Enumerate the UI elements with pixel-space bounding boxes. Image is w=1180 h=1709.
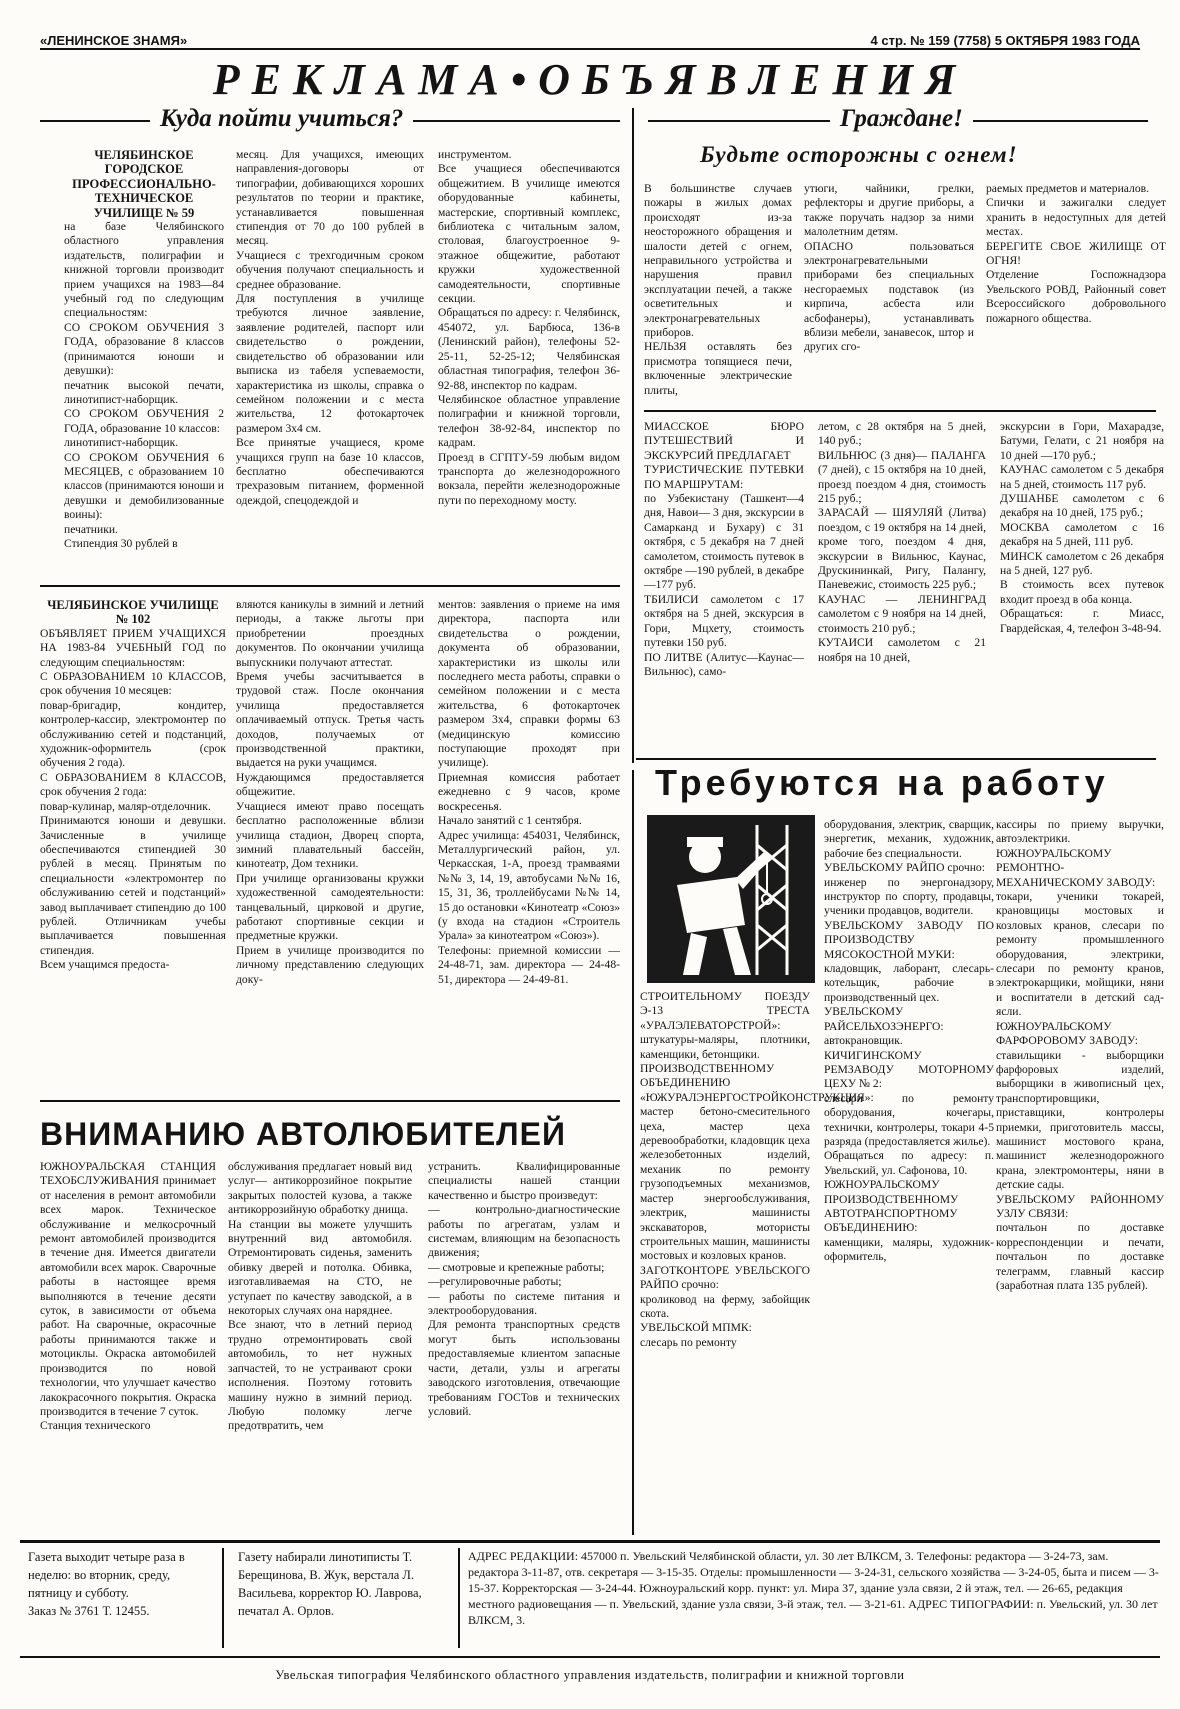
school102-heading: ЧЕЛЯБИНСКОЕ УЧИЛИЩЕ № 102 <box>47 598 219 627</box>
masthead-rule <box>40 48 1140 50</box>
column-divider-top <box>632 108 634 763</box>
imprint-rule <box>20 1656 1160 1658</box>
banner-title: РЕКЛАМА•ОБЪЯВЛЕНИЯ <box>212 55 968 104</box>
school102-column-3: ментов: заявления о приеме на имя директора, паспорта или свидетельства о рождении, документа об образовании, характеристики из школы или последнего места работы, справки о семейном положении и с места жительства, 6 фотокарточек размером 3х4, справки формы 63 (медицинскую комиссию поступающие проходят при училище). Приемная комиссия работает ежедневно с 9 часов, кроме воскресенья. Начало занятий с 1 сентября. Адрес училища: 454031, Челябинск, Металлургический район, ул. Черкасская, 1-А, проезд трамваями №№ 3, 14, 19, автобусами №№ 16, 15, 31, 36, троллейбусами №№ 14, 15 до остановки «Кинотеатр «Союз» (у входа на стадион «Строитель Урала» за кинотеатром «Союз»). Телефоны: приемной комиссии — 24-48-71, зам. директора — 24-48-51, директора — 24-49-81. <box>438 598 620 986</box>
school102-text-1: ОБЪЯВЛЯЕТ ПРИЕМ УЧАЩИХСЯ НА 1983-84 УЧЕБНЫЙ ГОД по следующим специальностям: С ОБРАЗОВАНИЕМ 10 КЛАССОВ, срок обучения 10 месяцев: повар-бригадир, кондитер, контролер-кассир, электромонтер по обслуживанию сетей и подстанций, художник-оформитель (срок обучения 2 года). С ОБРАЗОВАНИЕМ 8 КЛАССОВ, срок обучения 2 года: повар-кулинар, маляр-отделочник. Принимаются юноши и девушки. Зачисленные в училище обеспечиваются стипендией 30 рублей в месяц. Принятым по специальности «электромонтер по обслуживанию сетей и подстанций» завод выплачивает стипендию до 100 рублей. Отличникам учебы выплачивается повышенная стипендия. Всем учащимся предоста- <box>40 626 226 972</box>
school102-column-1 <box>40 598 226 1088</box>
footer-divider-1 <box>222 1548 224 1648</box>
school59-column-3: инструментом. Все учащиеся обеспечиваются общежитием. В училище имеются оборудованные кабинеты, мастерские, спортивный комплекс, библиотека с читальным залом, столовая, благоустроенное 9-этажное общежитие, работают кружки художественной самодеятельности, спортивные секции. Обращаться по адресу: г. Челябинск, 454072, ул. Барбюса, 136-в (Ленинский район), телефоны 52-25-11, 52-25-12; Челябинская областная типография, телефон 36-92-88, инспектор по кадрам. Челябинское областное управление полиграфии и книжной торговли, телефон 38-92-84, инспектор по кадрам. Проезд в СГПТУ-59 любым видом транспорта до железнодорожного вокзала, перейти железнодорожные пути по переходному мосту. <box>438 148 620 507</box>
school59-column-2: месяц. Для учащихся, имеющих направления-договоры от типографии, добивающихся хороших результатов по теории и практике, устанавливается повышенная стипендия от 70 до 100 рублей в месяц. Учащиеся с трехгодичным сроком обучения получают специальность и среднее образование. Для поступления в училище требуются личное заявление, заявление родителей, паспорт или свидетельство о рождении, свидетельство об образовании или выписка из табеля успеваемости, характеристика из школы, справка о семейном положении и с места жительства, 12 фотокарточек размером 3х4 см. Все принятые учащиеся, кроме учащихся групп на базе 10 классов, бесплатно обеспечиваются трехразовым питанием, форменной одеждой, спецодеждой и <box>236 148 424 507</box>
jobs-column-2: оборудования, электрик, сварщик, энергетик, механик, художник, рабочие без специальности. УВЕЛЬСКОМУ РАЙПО срочно: инженер по энергонадзору, инструктор по спорту, продавцы, ученики продавцов, водители. УВЕЛЬСКОМУ ЗАВОДУ ПО ПРОИЗВОДСТВУ МЯСОКОСТНОЙ МУКИ: кладовщик, лаборант, слесарь-котельщик, рабочие в производственный цех. УВЕЛЬСКОМУ РАЙСЕЛЬХОЗЭНЕРГО: автокрановщик. КИЧИГИНСКОМУ РЕМЗАВОДУ МОТОРНОМУ ЦЕХУ № 2: слесари по ремонту оборудования, кочегары, технички, контролеры, токари 4-5 разряда (предоставляется жилье). Обращаться по адресу: п. Увельский, ул. Сафонова, 10. ЮЖНОУРАЛЬСКОМУ ПРОИЗВОДСТВЕННОМУ АВТОТРАНСПОРТНОМУ ОБЪЕДИНЕНИЮ: каменщики, маляры, художник-оформитель, <box>824 818 994 1264</box>
section-rule-jobs <box>636 758 1156 760</box>
fire-subtitle: Будьте осторожны с огнем! <box>700 142 1018 167</box>
motorists-column-1: ЮЖНОУРАЛЬСКАЯ СТАНЦИЯ ТЕХОБСЛУЖИВАНИЯ принимает от населения в ремонт автомобили всех марок. Техническое обслуживание и мелкосрочный ремонт автомобилей производится в течение дня. Имеется двигатели автомобили всех марок. Сварочные работы в настоящее время выполняются в течение десяти суток, в зависимости от объема работ. На сварочные, окрасочные работы принимаются также и мотоциклы. Окраска автомобилей производится по новой технологии, что улучшает качество лакокрасочного покрытия. Окраска производится в течение 7 суток. Станция технического <box>40 1160 216 1433</box>
footer-address: АДРЕС РЕДАКЦИИ: 457000 п. Увельский Челябинской области, ул. 30 лет ВЛКСМ, 3. Телефоны: редактора — 3-24-73, зам. редактора 3-11-87, отв. секретаря — 3-15-35. Отделы: промышленности — 3-24-31, сельского хозяйства — 3-24-05, быта и писем — 3-15-37. Корректорская — 3-24-44. Южноуральский корр. пункт: ул. Мира 37, здание узла связи, 2 й этаж, тел. — 26-65, редакция местного радиовещания — п. Увельский, здание узла связи, 3-й этаж, тел. — 3-21-61. АДРЕС ТИПОГРАФИИ: п. Увельский, ул. 30 лет ВЛКСМ, 3. <box>468 1549 1159 1627</box>
footer-staff: Газету набирали линотиписты Т. Берещинова, В. Жук, верстала Л. Васильева, корректор Ю. Лаврова, печатал А. Орлов. <box>238 1550 422 1618</box>
school59-text-1: на базе Челябинского областного управления издательств, полиграфии и книжной торговли производит прием учащихся на 1983—84 учебный год по следующим специальностям: СО СРОКОМ ОБУЧЕНИЯ 3 ГОДА, образование 8 классов (принимаются юноши и девушки): печатник высокой печати, линотипист-наборщик. СО СРОКОМ ОБУЧЕНИЯ 2 ГОДА, образование 10 классов: линотипист-наборщик. СО СРОКОМ ОБУЧЕНИЯ 6 МЕСЯЦЕВ, с образованием 10 классов (принимаются юноши и девушки и демобилизованные воины): печатники. Стипендия 30 рублей в <box>64 220 224 550</box>
masthead <box>40 26 1140 48</box>
footer-divider-2 <box>458 1548 460 1648</box>
fire-column-3: раемых предметов и материалов. Спички и зажигалки следует хранить в недоступных для детей местах. БЕРЕГИТЕ СВОЕ ЖИЛИЩЕ ОТ ОГНЯ! Отделение Госпожнадзора Увельского РОВД, Районный совет Всероссийского добровольного пожарного общества. <box>986 182 1166 325</box>
travel-column-1: МИАССКОЕ БЮРО ПУТЕШЕСТВИЙ И ЭКСКУРСИЙ ПРЕДЛАГАЕТ ТУРИСТИЧЕСКИЕ ПУТЕВКИ ПО МАРШРУТАМ: по Узбекистану (Ташкент—4 дня, Навои— 3 дня, экскурсии в Самарканд и Бухару) с 31 октября, с 5 декабря на 7 дней самолетом, стоимость путевок в октябре —190 рублей, в декабре —177 руб. ТБИЛИСИ самолетом с 17 октября на 5 дней, экскурсия в Гори, Мцхету, стоимость путевки 150 руб. ПО ЛИТВЕ (Алитус—Каунас—Вильнюс), само- <box>644 420 804 678</box>
motorists-column-2: обслуживания предлагает новый вид услуг— антикоррозийное покрытие закрытых полостей кузова, а также антикоррозийную обработку днища. На станции вы можете улучшить внутренний вид автомобиля. Отремонтировать сиденья, заменить обивку дверей и потолка. Обивка, изготавливаемая на СТО, не уступает по качеству заводской, а в некоторых случаях она наряднее. Все знают, что в летний период трудно отремонтировать свой автомобиль, то нет нужных запчастей, то не устраивают сроки исполнения. Поэтому готовить машину нужно в зимний период. Любую поломку легче предотвратить, чем <box>228 1160 412 1433</box>
newspaper-name: «ЛЕНИНСКОЕ ЗНАМЯ» <box>40 33 188 48</box>
rubric-study: Куда пойти учиться? <box>150 104 413 134</box>
worker-illustration <box>647 815 815 983</box>
section-rule-school102 <box>40 585 620 587</box>
fire-column-2: утюги, чайники, грелки, рефлекторы и другие приборы, а также поручать надзор за ними малолетним детям. ОПАСНО пользоваться электронагревательными приборами без специальных несгораемых подставок (из кирпича, асбеста или асбофанеры), устанавливать вблизи мебели, занавесок, штор и других сго- <box>804 182 974 354</box>
travel-column-2: летом, с 28 октября на 5 дней, 140 руб.; ВИЛЬНЮС (3 дня)— ПАЛАНГА (7 дней), с 15 октября на 10 дней, проезд поездом 4 дня, стоимость 215 руб.; ЗАРАСАЙ — ШЯУЛЯЙ (Литва) поездом, с 19 октября на 14 дней, кроме того, поездом 4 дня, экскурсии в Вильнюс, Каунас, Друскининкай, Ригу, Палангу, Паневежис, стоимость 225 руб.; КАУНАС — ЛЕНИНГРАД самолетом с 9 ноября на 14 дней, стоимость 210 руб.; КУТАИСИ самолетом с 21 ноября на 10 дней, <box>818 420 986 664</box>
motorists-column-3: устранить. Квалифицированные специалисты нашей станции качественно и быстро произведут: — контрольно-диагностические работы по агрегатам, узлам и системам, влияющим на безопасность движения; — смотровые и крепежные работы; —регулировочные работы; — работы по системе питания и электрооборудования. Для ремонта транспортных средств могут быть использованы предоставляемые клиентом запасные части, детали, узлы и агрегаты заводского изготовления, отвечающие требованиям ГОСТов и технических условий. <box>428 1160 620 1418</box>
fire-column-1: В большинстве случаев пожары в жилых домах происходят из-за неосторожного обращения и шалости детей с огнем, неправильного устройства и нарушения правил эксплуатации печей, а также осветительных и электронагревательных приборов. НЕЛЬЗЯ оставлять без присмотра топящиеся печи, включенные электрические плиты, <box>644 182 792 397</box>
jobs-column-1: СТРОИТЕЛЬНОМУ ПОЕЗДУ Э-13 ТРЕСТА «УРАЛЭЛЕВАТОРСТРОЙ»: штукатуры-маляры, плотники, каменщики, бетонщики. ПРОИЗВОДСТВЕННОМУ ОБЪЕДИНЕНИЮ «ЮЖУРАЛЭНЕРГОСТРОЙКОНСТРУКЦИЯ»: мастер бетоно-смесительного цеха, мастер цеха деревообработки, кладовщик цеха железобетонных изделий, механик по ремонту грузоподъемных механизмов, мастер энергообслуживания, электрик, машинисты экскаваторов, мотористы строительных машин, машинисты мостовых и козловых кранов. ЗАГОТКОНТОРЕ УВЕЛЬСКОГО РАЙПО срочно: кроликовод на ферму, забойщик скота. УВЕЛЬСКОЙ МПМК: слесарь по ремонту <box>640 990 874 1349</box>
school59-heading: ЧЕЛЯБИНСКОЕ ГОРОДСКОЕ ПРОФЕССИОНАЛЬНО-ТЕХНИЧЕСКОЕ УЧИЛИЩЕ № 59 <box>72 148 216 220</box>
section-rule-motorists <box>40 1100 620 1102</box>
footer-imprint: Увельская типография Челябинского областного управления издательств, полиграфии и книжной торговли <box>275 1668 905 1682</box>
rubric-citizens: Граждане! <box>830 104 973 134</box>
school59-column-1 <box>64 148 224 568</box>
column-divider-bottom <box>632 770 634 1535</box>
issue-line: 4 стр. № 159 (7758) 5 ОКТЯБРЯ 1983 ГОДА <box>870 33 1140 48</box>
motorists-heading: ВНИМАНИЮ АВТОЛЮБИТЕЛЕЙ <box>40 1116 566 1152</box>
section-rule-travel <box>644 410 1156 412</box>
footer-rule <box>20 1540 1160 1543</box>
travel-column-3: экскурсии в Гори, Махарадзе, Батуми, Гелати, с 21 ноября на 10 дней —170 руб.; КАУНАС самолетом с 5 декабря на 5 дней, стоимость 117 руб. ДУШАНБЕ самолетом с 6 декабря на 10 дней, 175 руб.; МОСКВА самолетом с 16 декабря на 5 дней, 111 руб. МИНСК самолетом с 26 декабря на 5 дней, 127 руб. В стоимость всех путевок входит проезд в оба конца. Обращаться: г. Миасс, Гвардейская, 4, телефон 3-48-94. <box>1000 420 1164 635</box>
footer-schedule: Газета выходит четыре раза в неделю: во вторник, среду, пятницу и субботу. Заказ № 3761 Т. 12455. <box>28 1550 185 1618</box>
jobs-column-3: кассиры по приему выручки, автоэлектрики. ЮЖНОУРАЛЬСКОМУ РЕМОНТНО-МЕХАНИЧЕСКОМУ ЗАВОДУ: токари, ученики токарей, крановщицы мостовых и козловых кранов, слесари по ремонту промышленного оборудования, электрики, слесари по ремонту кранов, электрокарщики, мойщики, няни и воспитатели в детский сад-ясли. ЮЖНОУРАЛЬСКОМУ ФАРФОРОВОМУ ЗАВОДУ: ставильщики - выборщики фарфоровых изделий, выборщики в живописный цех, транспортировщики, приставщики, контролеры приемки, приготовитель массы, машинист мостового крана, машинист железнодорожного крана, электромонтеры, няни в детские сады. УВЕЛЬСКОМУ РАЙОННОМУ УЗЛУ СВЯЗИ: почтальон по доставке корреспонденции и печати, почтальон по доставке телеграмм, главный кассир (заработная плата 135 рублей). <box>996 818 1164 1292</box>
worker-drawing <box>647 815 815 983</box>
school102-column-2: вляются каникулы в зимний и летний периоды, а также льготы при приобретении проездных документов. По окончании училища выпускники получают аттестат. Время учебы засчитывается в трудовой стаж. После окончания училища предоставляется оплачиваемый отпуск. Третья часть доходов, получаемых от производственной практики, выдается на руки учащимся. Нуждающимся предоставляется общежитие. Учащиеся имеют право посещать бесплатно расположенные вблизи училища стадион, Дворец спорта, зимний плавательный бассейн, кинотеатр, Дом техники. При училище организованы кружки художественной самодеятельности: танцевальный, цирковой и другие, работают спортивные секции и предметные кружки. Прием в училище производится по личному представлению следующих доку- <box>236 598 424 986</box>
jobs-heading: Требуются на работу <box>655 762 1109 803</box>
